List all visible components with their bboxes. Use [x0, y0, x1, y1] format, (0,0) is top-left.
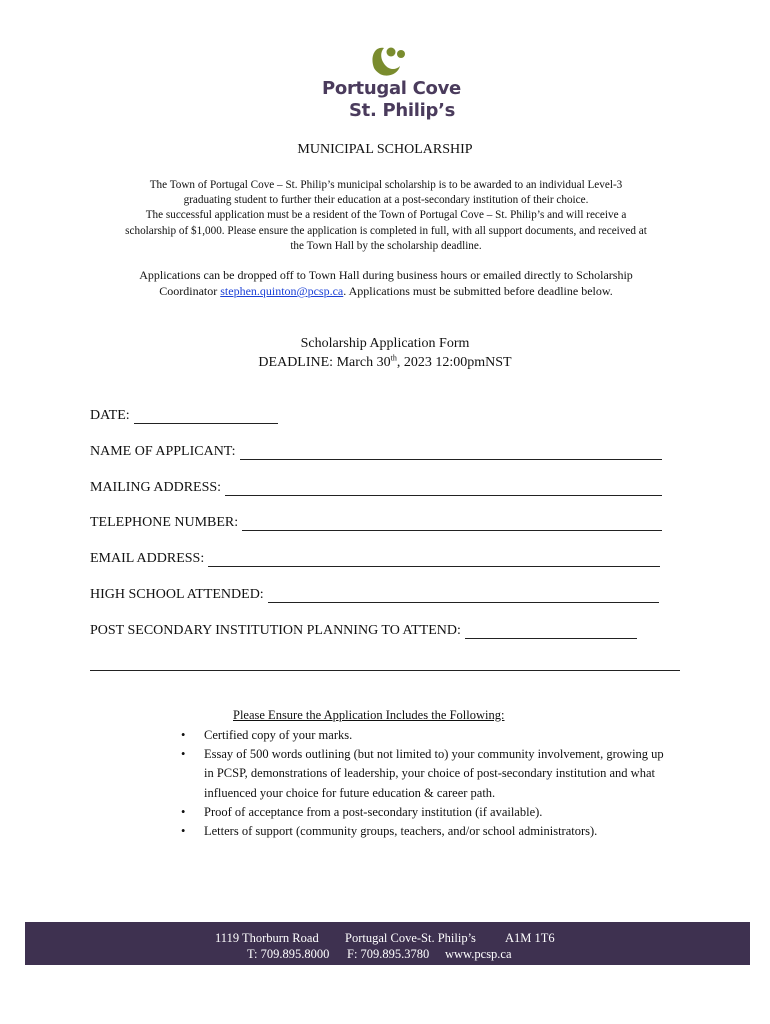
- applicant-name-field: [90, 440, 662, 460]
- footer-town: Portugal Cove-St. Philip’s: [345, 931, 476, 945]
- submission-suffix: . Applications must be submitted before deadline below.: [343, 284, 613, 298]
- logo-swirl-icon: [368, 40, 410, 80]
- extra-input-line[interactable]: [90, 670, 680, 671]
- telephone-field: [90, 511, 662, 531]
- bullet-icon: •: [181, 747, 186, 762]
- form-heading-block: [0, 334, 770, 372]
- date-input-line[interactable]: [134, 409, 278, 424]
- footer-postal: A1M 1T6: [505, 931, 555, 945]
- town-logo: [318, 40, 461, 126]
- telephone-input-line[interactable]: [242, 516, 662, 531]
- mailing-address-label: MAILING ADDRESS:: [90, 480, 222, 495]
- form-heading: Scholarship Application Form: [300, 336, 470, 351]
- requirements-heading: Please Ensure the Application Includes the Following:: [233, 708, 505, 722]
- email-label: EMAIL ADDRESS:: [90, 551, 205, 566]
- intro-line: The successful application must be a resident of the Town of Portugal Cove – St. Philip’s and will receive a: [145, 209, 627, 222]
- bullet-icon: •: [181, 804, 186, 819]
- deadline-suffix: , 2023 12:00pmNST: [396, 355, 512, 370]
- footer-address: 1119 Thorburn Road: [215, 931, 319, 945]
- footer-website[interactable]: www.pcsp.ca: [445, 947, 512, 961]
- applicant-name-label: NAME OF APPLICANT:: [90, 444, 236, 459]
- footer-fax: F: 709.895.3780: [347, 947, 430, 961]
- submission-prefix: Coordinator: [159, 284, 221, 298]
- coordinator-email-link[interactable]: stephen.quinton@pcsp.ca: [220, 284, 344, 298]
- list-item-text: Certified copy of your marks.: [204, 728, 353, 742]
- intro-line: scholarship of $1,000. Please ensure the application is completed in full, with all support documents, and received at: [125, 224, 647, 237]
- list-item-text: Essay of 500 words outlining (but not limited to) your community involvement, growing up in PCSP, demonstrations of leadership, your choice of post-secondary institution and what influenced your choice for future education & career path.: [204, 747, 664, 800]
- mailing-address-input-line[interactable]: [225, 481, 662, 496]
- list-item-text: Proof of acceptance from a post-secondary institution (if available).: [204, 804, 543, 819]
- submission-line: Applications can be dropped off to Town Hall during business hours or emailed directly to Scholarship: [139, 268, 633, 282]
- page-title: MUNICIPAL SCHOLARSHIP: [297, 142, 473, 157]
- intro-paragraph: [90, 178, 682, 254]
- submission-line: [90, 283, 682, 299]
- deadline-prefix: DEADLINE: March 30: [258, 355, 391, 370]
- applicant-name-input-line[interactable]: [240, 445, 662, 460]
- bullet-icon: •: [181, 824, 186, 839]
- footer-bar: [25, 922, 750, 965]
- post-secondary-field: [90, 619, 637, 639]
- mailing-address-field: [90, 476, 662, 496]
- intro-line: graduating student to further their education at a post-secondary institution of their choice.: [183, 194, 589, 207]
- list-item: [178, 726, 668, 745]
- logo-text-line2: St. Philip’s: [349, 100, 456, 121]
- submission-paragraph: [90, 267, 682, 299]
- high-school-label: HIGH SCHOOL ATTENDED:: [90, 587, 264, 602]
- high-school-field: [90, 583, 659, 603]
- bullet-icon: •: [181, 728, 186, 742]
- list-item: [178, 745, 668, 803]
- list-item: [178, 822, 668, 841]
- telephone-label: TELEPHONE NUMBER:: [90, 515, 239, 530]
- post-secondary-input-line[interactable]: [465, 624, 637, 639]
- deadline-sup: th: [390, 353, 397, 363]
- list-item-text: Letters of support (community groups, teachers, and/or school administrators).: [204, 824, 598, 839]
- email-input-line[interactable]: [208, 552, 660, 567]
- requirements-list: [178, 726, 668, 841]
- post-secondary-label: POST SECONDARY INSTITUTION PLANNING TO ATTEND:: [90, 623, 461, 638]
- intro-line: The Town of Portugal Cove – St. Philip’s municipal scholarship is to be awarded to an individual Level-3: [149, 179, 623, 191]
- email-field: [90, 547, 660, 567]
- date-field: [90, 404, 278, 424]
- logo-text-line1: Portugal Cove: [322, 78, 461, 99]
- deadline-text: [0, 353, 770, 372]
- list-item: [178, 803, 668, 822]
- intro-line: the Town Hall by the scholarship deadline.: [290, 239, 482, 252]
- date-label: DATE:: [90, 408, 130, 423]
- footer-phone: T: 709.895.8000: [247, 947, 330, 961]
- high-school-input-line[interactable]: [268, 588, 659, 603]
